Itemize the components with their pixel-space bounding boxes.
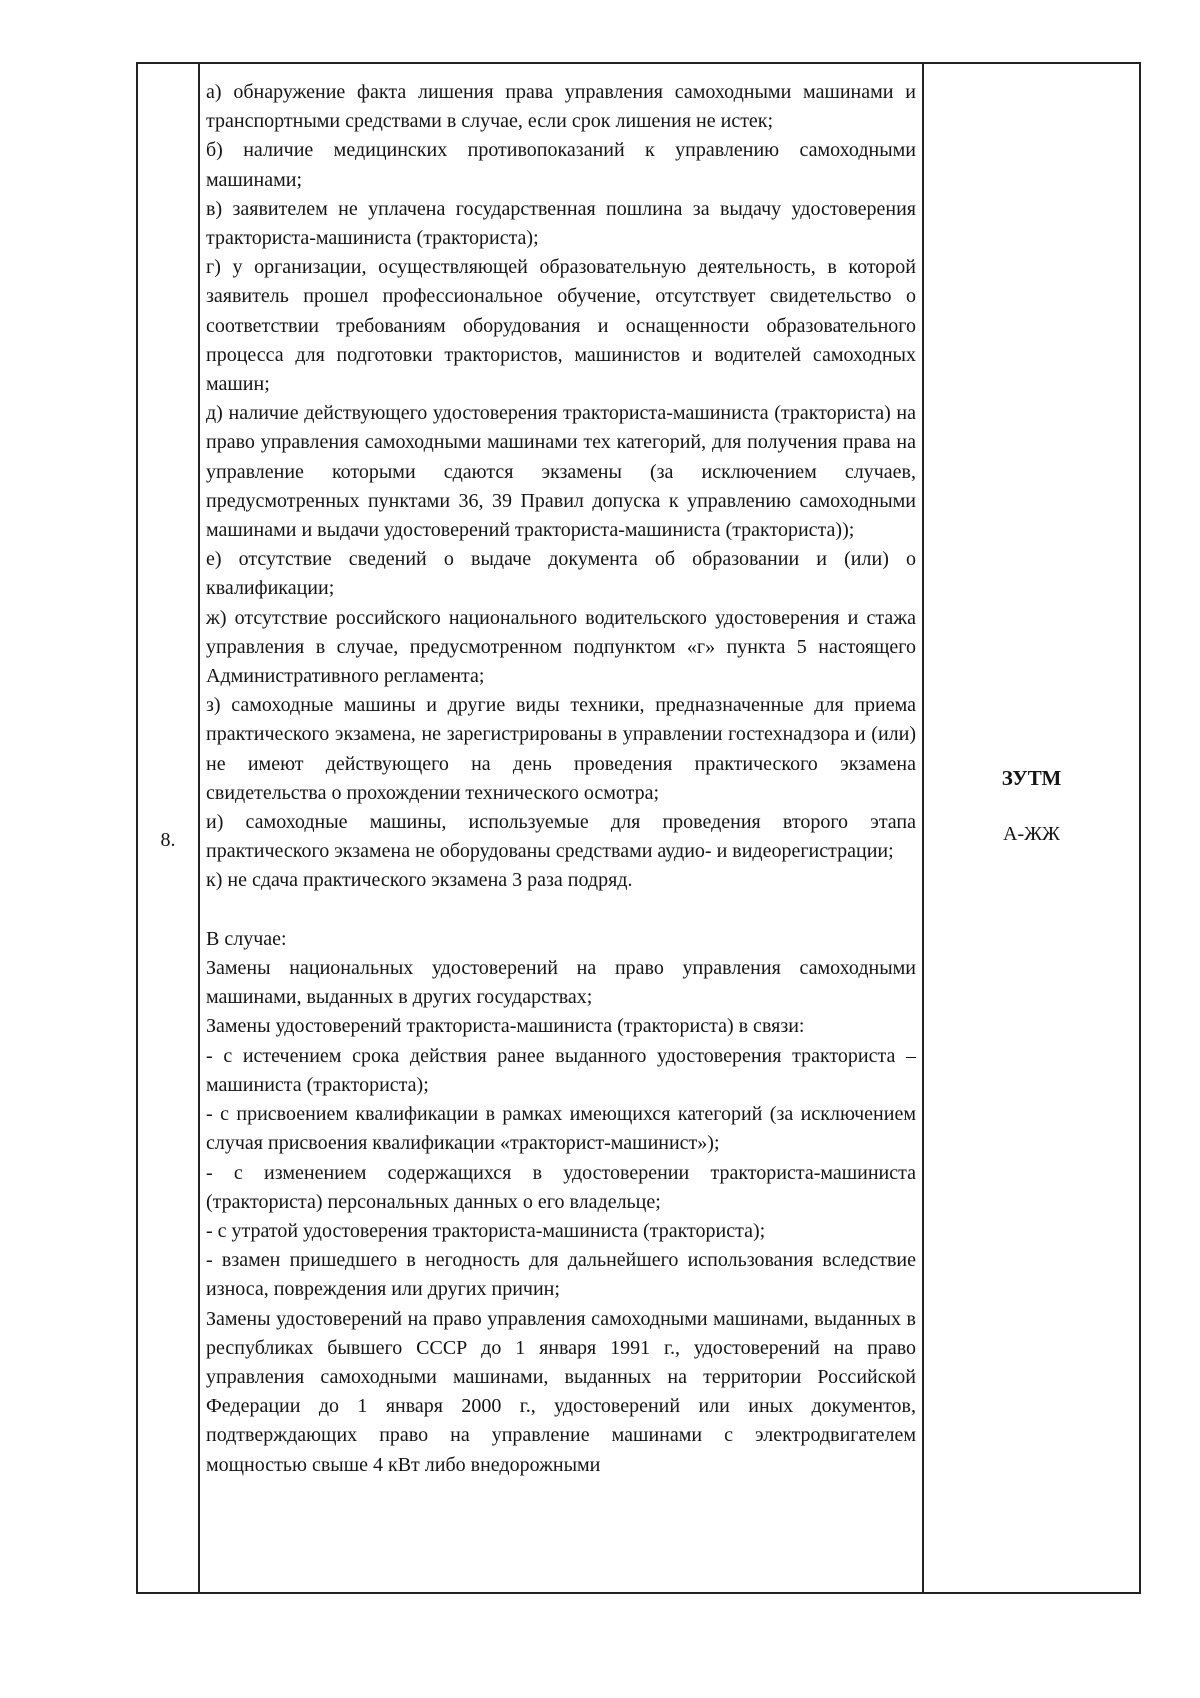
column-divider-left bbox=[198, 64, 200, 1592]
case-paragraph: - с истечением срока действия ранее выданного удостоверения тракториста – машиниста (тракториста); bbox=[206, 1044, 916, 1096]
case-heading: В случае: bbox=[206, 927, 287, 950]
paragraph-e: е) отсутствие сведений о выдаче документа об образовании и (или) о квалификации; bbox=[206, 548, 916, 600]
row-number: 8. bbox=[160, 829, 176, 851]
paragraph-d: д) наличие действующего удостоверения тракториста-машиниста (тракториста) на право управления самоходными машинами тех категорий, для получения права на управление которыми сдаются экзамены (за исключением случаев, предусмотренных пунктами 36, 39 Правил допуска к управлению самоходными машинами и выдачи удостоверений тракториста-машиниста (тракториста)); bbox=[206, 402, 916, 542]
right-cell bbox=[924, 764, 1139, 848]
case-paragraph: - взамен пришедшего в негодность для дальнейшего использования вследствие износа, повреждения или других причин; bbox=[206, 1249, 916, 1301]
paragraph-z: з) самоходные машины и другие виды техники, предназначенные для приема практического экзамена, не зарегистрированы в управлении гостехнадзора и (или) не имеют действующего на день проведения практического экзамена свидетельства о прохождении технического осмотра; bbox=[206, 694, 916, 804]
paragraph-b: б) наличие медицинских противопоказаний к управлению самоходными машинами; bbox=[206, 139, 916, 191]
case-paragraph: - с присвоением квалификации в рамках имеющихся категорий (за исключением случая присвоения квалификации «тракторист-машинист»); bbox=[206, 1103, 916, 1155]
case-paragraph: Замены удостоверений на право управления самоходными машинами, выданных в республиках бывшего СССР до 1 января 1991 г., удостоверений на право управления самоходными машинами, выданных на территории Российской Федерации до 1 января 2000 г., удостоверений или иных документов, подтверждающих право на управление машинами с электродвигателем мощностью свыше 4 кВт либо внедорожными bbox=[206, 1307, 916, 1476]
paragraph-gap bbox=[206, 896, 916, 925]
paragraph-a: а) обнаружение факта лишения права управления самоходными машинами и транспортными средствами в случае, если срок лишения не истек; bbox=[206, 81, 916, 133]
paragraph-v: в) заявителем не уплачена государственная пошлина за выдачу удостоверения тракториста-машиниста (тракториста); bbox=[206, 197, 916, 250]
paragraph-g: г) у организации, осуществляющей образовательную деятельность, в которой заявитель прошел профессиональное обучение, отсутствует свидетельство о соответствии требованиям оборудования и оснащенности образовательного процесса для подготовки трактористов, машинистов и водителей самоходных машин; bbox=[206, 256, 916, 396]
paragraph-k: к) не сдача практического экзамена 3 раза подряд. bbox=[206, 869, 633, 892]
paragraph-i: и) самоходные машины, используемые для проведения второго этапа практического экзамена не оборудованы средствами аудио- и видеорегистрации; bbox=[206, 811, 916, 863]
case-paragraph: Замены национальных удостоверений на право управления самоходными машинами, выданных в других государствах; bbox=[206, 957, 916, 1009]
paragraph-zh: ж) отсутствие российского национального водительского удостоверения и стажа управления в случае, предусмотренном подпунктом «г» пункта 5 настоящего Административного регламента; bbox=[206, 606, 916, 688]
case-paragraph: - с утратой удостоверения тракториста-машиниста (тракториста); bbox=[206, 1219, 766, 1242]
document-table bbox=[136, 62, 1141, 1594]
right-code: ЗУТМ bbox=[1001, 766, 1062, 790]
right-range: А-ЖЖ bbox=[1003, 823, 1060, 845]
row-content bbox=[206, 78, 916, 1480]
case-paragraph: - с изменением содержащихся в удостоверении тракториста-машиниста (тракториста) персональных данных о его владельце; bbox=[206, 1161, 916, 1213]
case-paragraph: Замены удостоверений тракториста-машиниста (тракториста) в связи: bbox=[206, 1015, 805, 1038]
